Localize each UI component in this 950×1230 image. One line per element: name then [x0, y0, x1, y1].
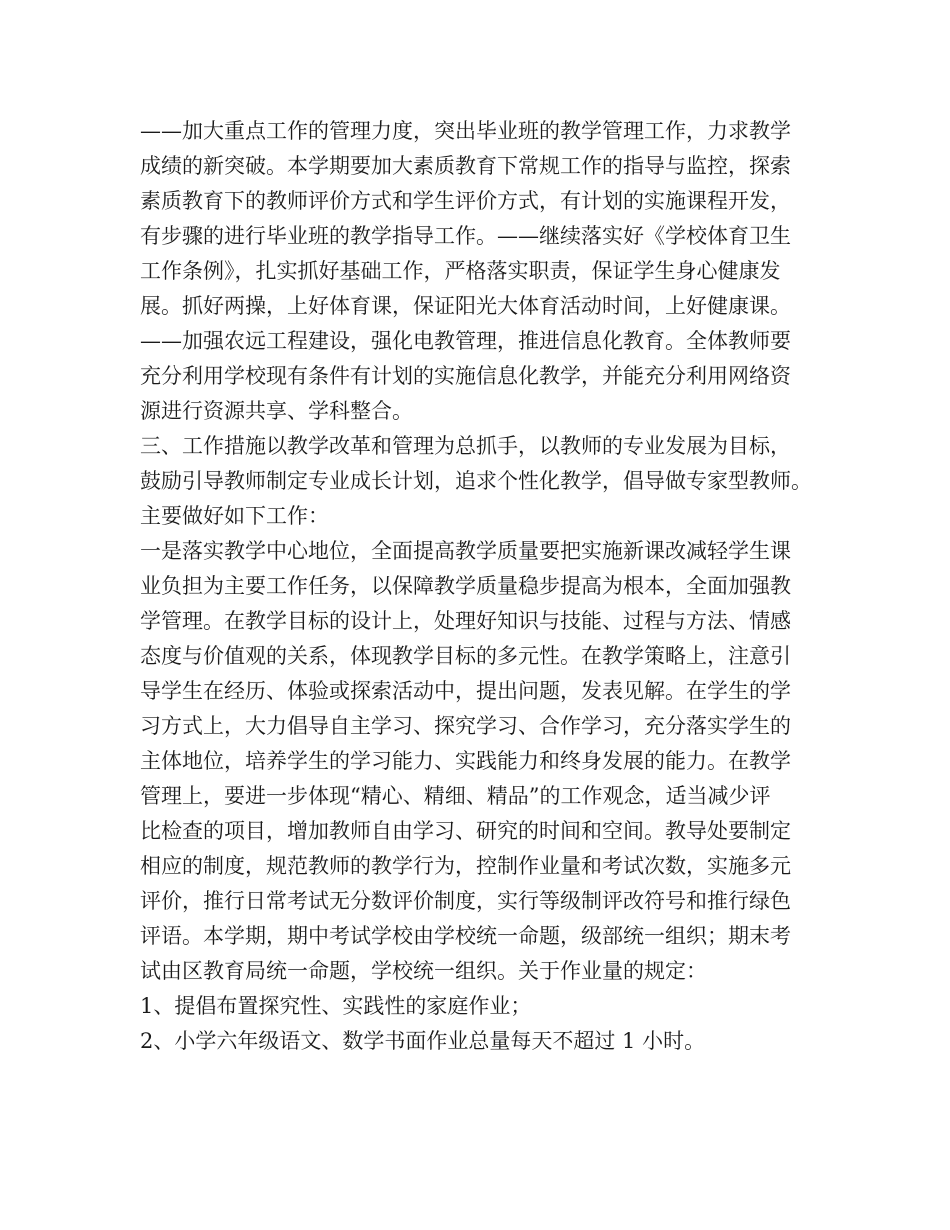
text-line: 相应的制度，规范教师的教学行为，控制作业量和考试次数，实施多元: [140, 854, 791, 878]
text-line: 主体地位，培养学生的学习能力、实践能力和终身发展的能力。在教学: [140, 749, 791, 773]
text-line: 学管理。在教学目标的设计上，处理好知识与技能、过程与方法、情感: [140, 609, 791, 633]
section-heading-line: 三、工作措施以教学改革和管理为总抓手，以教师的专业发展为目标，: [140, 434, 791, 458]
text-line: 一是落实教学中心地位，全面提高教学质量要把实施新课改减轻学生课: [140, 539, 791, 563]
text-line: 评语。本学期，期中考试学校由学校统一命题，级部统一组织；期末考: [140, 924, 791, 948]
text-line: 管理上，要进一步体现“精心、精细、精品”的工作观念，适当减少评: [140, 784, 771, 808]
list-item: 1、提倡布置探究性、实践性的家庭作业；: [140, 994, 532, 1018]
text-line: 评价，推行日常考试无分数评价制度，实行等级制评改符号和推行绿色: [140, 889, 791, 913]
text-line: 源进行资源共享、学科整合。: [140, 399, 413, 423]
text-line: 鼓励引导教师制定专业成长计划，追求个性化教学，倡导做专家型教师。: [140, 469, 812, 493]
text-line: 主要做好如下工作：: [140, 504, 329, 528]
list-item: 2、小学六年级语文、数学书面作业总量每天不超过 1 小时。: [140, 1029, 706, 1053]
text-line: 比检查的项目，增加教师自由学习、研究的时间和空间。教导处要制定: [140, 819, 791, 843]
text-line: 充分利用学校现有条件有计划的实施信息化教学，并能充分利用网络资: [140, 364, 791, 388]
text-line: 习方式上，大力倡导自主学习、探究学习、合作学习，充分落实学生的: [140, 714, 791, 738]
text-line: 有步骤的进行毕业班的教学指导工作。——继续落实好《学校体育卫生: [140, 224, 791, 248]
text-line: 态度与价值观的关系，体现教学目标的多元性。在教学策略上，注意引: [140, 644, 791, 668]
text-line: 素质教育下的教师评价方式和学生评价方式，有计划的实施课程开发，: [140, 189, 791, 213]
text-line: 展。抓好两操，上好体育课，保证阳光大体育活动时间，上好健康课。: [140, 294, 791, 318]
text-line: 导学生在经历、体验或探索活动中，提出问题，发表见解。在学生的学: [140, 679, 791, 703]
text-line: ——加强农远工程建设，强化电教管理，推进信息化教育。全体教师要: [140, 329, 791, 353]
document-body: [140, 114, 830, 1059]
text-line: 成绩的新突破。本学期要加大素质教育下常规工作的指导与监控，探索: [140, 154, 791, 178]
text-line: ——加大重点工作的管理力度，突出毕业班的教学管理工作，力求教学: [140, 119, 791, 143]
text-line: 业负担为主要工作任务，以保障教学质量稳步提高为根本，全面加强教: [140, 574, 791, 598]
text-line: 试由区教育局统一命题，学校统一组织。关于作业量的规定：: [140, 959, 707, 983]
text-line: 工作条例》，扎实抓好基础工作，严格落实职责，保证学生身心健康发: [140, 259, 781, 283]
